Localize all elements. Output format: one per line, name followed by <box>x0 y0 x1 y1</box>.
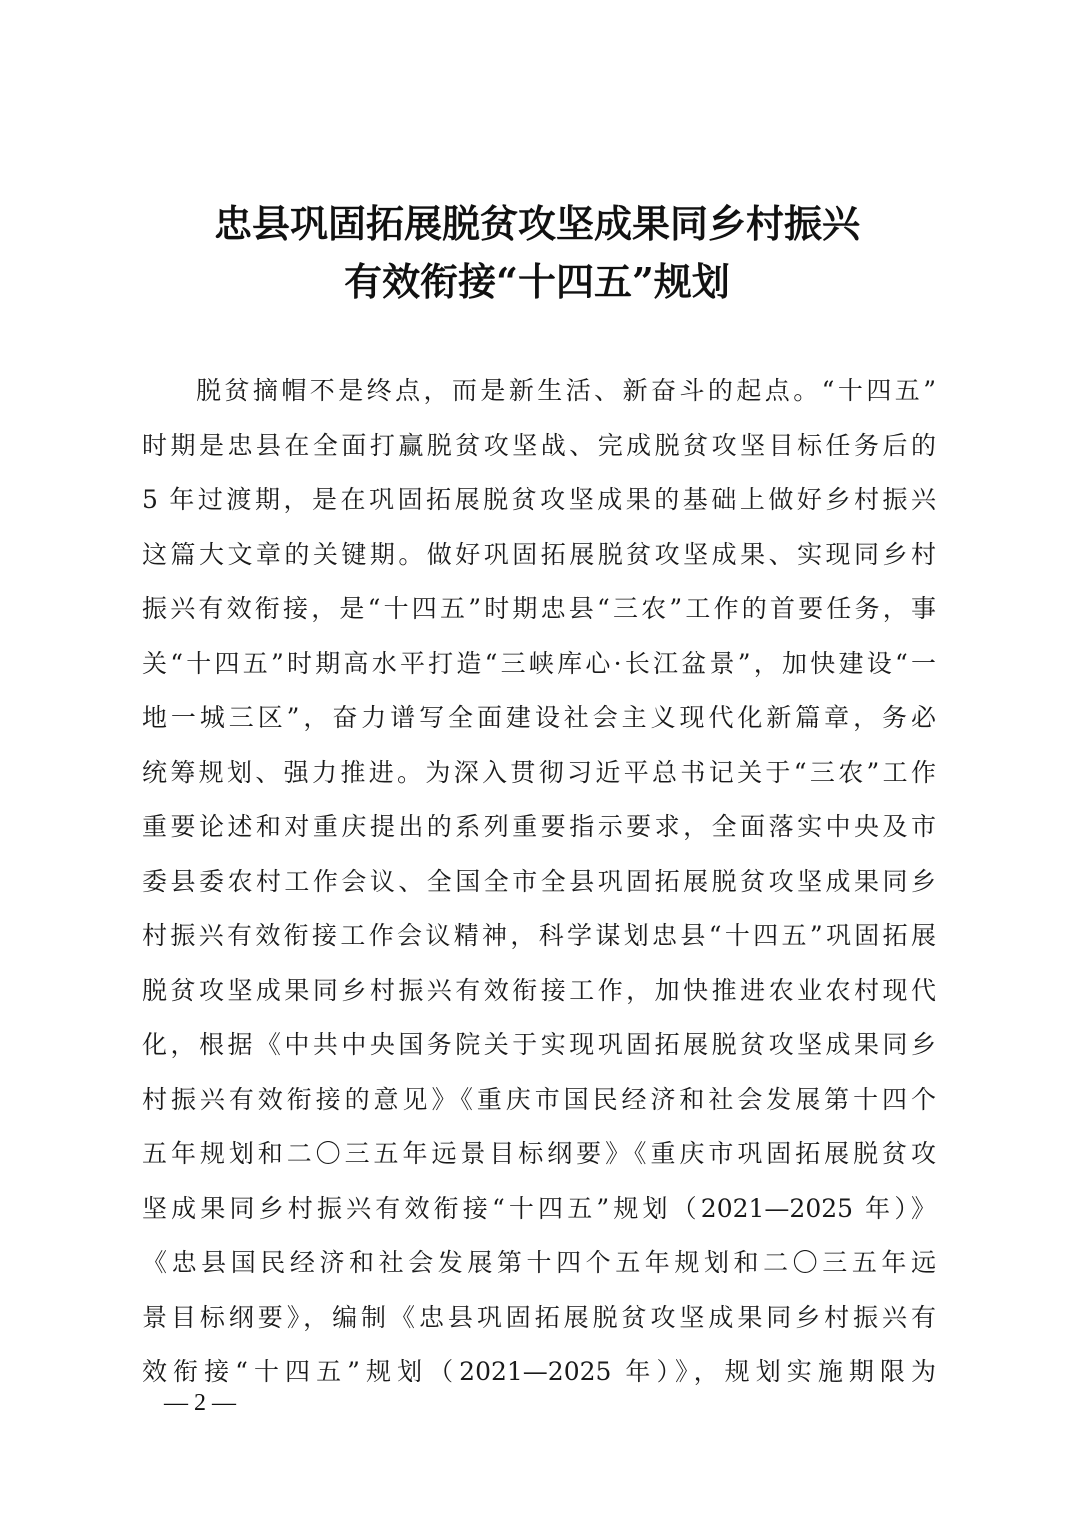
document-body <box>142 364 936 1400</box>
body-line: 脱贫摘帽不是终点，而是新生活、新奋斗的起点。“十四五” <box>196 376 936 405</box>
body-line: 村振兴有效衔接的意见》《重庆市国民经济和社会发展第十四个 <box>142 1084 936 1114</box>
body-line: 景目标纲要》，编制《忠县巩固拓展脱贫攻坚成果同乡村振兴有 <box>142 1302 936 1332</box>
body-line: 统筹规划、强力推进。为深入贯彻习近平总书记关于“三农”工作 <box>142 757 936 787</box>
document-title-line2: 有效衔接“十四五”规划 <box>344 259 730 304</box>
page-number: — 2 — <box>164 1390 236 1416</box>
body-line: 振兴有效衔接，是“十四五”时期忠县“三农”工作的首要任务，事 <box>142 594 936 623</box>
body-line: 脱贫攻坚成果同乡村振兴有效衔接工作，加快推进农业农村现代 <box>142 975 936 1005</box>
body-line: 委县委农村工作会议、全国全市全县巩固拓展脱贫攻坚成果同乡 <box>142 866 936 896</box>
body-line: 5 年过渡期，是在巩固拓展脱贫攻坚成果的基础上做好乡村振兴 <box>142 485 936 514</box>
body-line: 效衔接“十四五”规划（2021—2025 年）》，规划实施期限为 <box>142 1357 936 1386</box>
body-line: 村振兴有效衔接工作会议精神，科学谋划忠县“十四五”巩固拓展 <box>142 921 936 950</box>
body-line: 重要论述和对重庆提出的系列重要指示要求，全面落实中央及市 <box>142 812 936 841</box>
body-line: 化，根据《中共中央国务院关于实现巩固拓展脱贫攻坚成果同乡 <box>142 1030 936 1059</box>
body-line: 《忠县国民经济和社会发展第十四个五年规划和二〇三五年远 <box>142 1248 936 1277</box>
body-line: 这篇大文章的关键期。做好巩固拓展脱贫攻坚成果、实现同乡村 <box>142 539 936 569</box>
body-line: 五年规划和二〇三五年远景目标纲要》《重庆市巩固拓展脱贫攻 <box>142 1139 936 1168</box>
body-line: 坚成果同乡村振兴有效衔接“十四五”规划（2021—2025 年）》 <box>142 1193 936 1223</box>
body-line: 时期是忠县在全面打赢脱贫攻坚战、完成脱贫攻坚目标任务后的 <box>142 430 936 460</box>
document-title-line1: 忠县巩固拓展脱贫攻坚成果同乡村振兴 <box>213 201 860 246</box>
body-line: 地一城三区”，奋力谱写全面建设社会主义现代化新篇章，务必 <box>142 703 936 732</box>
body-line: 关“十四五”时期高水平打造“三峡库心·长江盆景”，加快建设“一 <box>142 648 936 678</box>
